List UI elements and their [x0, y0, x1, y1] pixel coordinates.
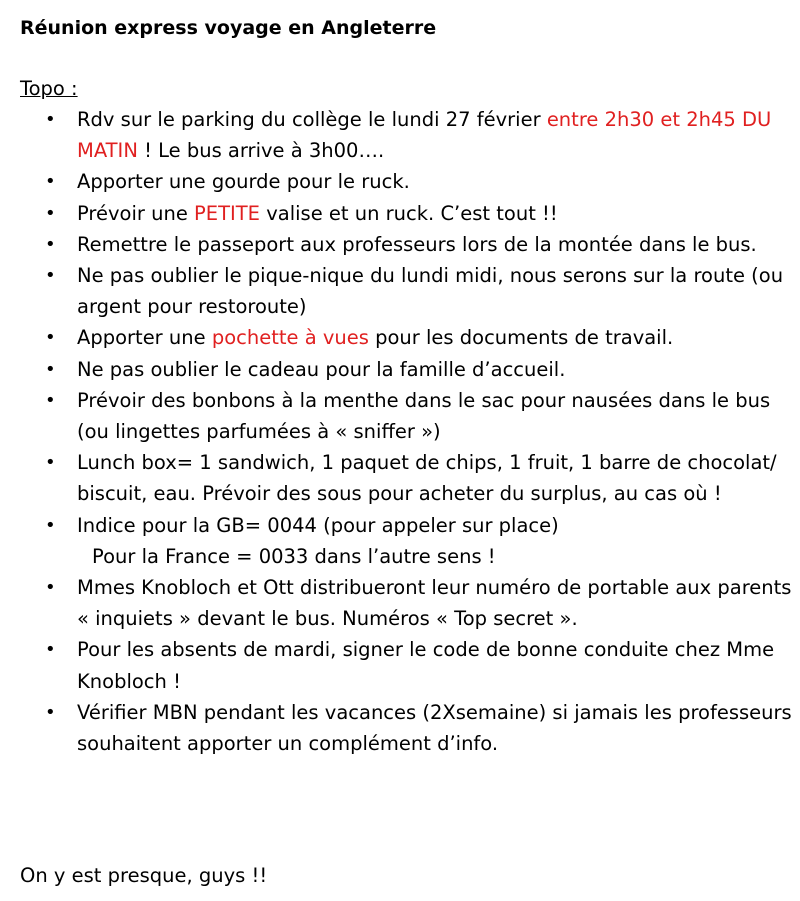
bullet-icon: •	[45, 202, 56, 224]
item-text: Apporter une gourde pour le ruck.	[77, 170, 410, 194]
list-item	[20, 198, 795, 229]
item-text: valise et un ruck. C’est tout !!	[260, 201, 558, 225]
item-text: Indice pour la GB= 0044 (pour appeler sur place)	[77, 513, 559, 537]
item-text: ! Le bus arrive à 3h00….	[137, 139, 385, 163]
list-item	[20, 104, 795, 166]
highlighted-text: PETITE	[194, 201, 261, 225]
list-item	[20, 634, 795, 696]
item-text: pour les documents de travail.	[368, 326, 674, 350]
item-text: Prévoir des bonbons à la menthe dans le sac pour nausées dans le bus (ou lingettes parfumées à « sniffer »)	[77, 388, 771, 444]
bullet-icon: •	[45, 577, 56, 599]
bullet-list	[20, 104, 795, 759]
item-text: Vérifier MBN pendant les vacances (2Xsemaine) si jamais les professeurs souhaitent apporter un complément d’info.	[77, 700, 792, 756]
closing-line: On y est presque, guys !!	[20, 864, 268, 887]
list-item	[20, 354, 795, 385]
bullet-icon: •	[45, 514, 56, 536]
item-text: Apporter une	[77, 326, 212, 350]
bullet-icon: •	[45, 265, 56, 287]
item-text: Prévoir une	[77, 201, 195, 225]
document-title: Réunion express voyage en Angleterre	[20, 17, 437, 39]
list-item	[20, 572, 795, 634]
list-item	[20, 229, 795, 260]
section-heading: Topo :	[20, 77, 78, 100]
list-item	[20, 697, 795, 759]
bullet-icon: •	[45, 389, 56, 411]
bullet-icon: •	[45, 233, 56, 255]
item-text: Mmes Knobloch et Ott distribueront leur numéro de portable aux parents « inquiets » devant le bus. Numéros « Top secret ».	[77, 576, 792, 631]
list-item	[20, 260, 795, 322]
item-text: Rdv sur le parking du collège le lundi 27 février	[77, 108, 547, 131]
list-item	[20, 510, 795, 572]
item-text: Lunch box= 1 sandwich, 1 paquet de chips, 1 fruit, 1 barre de chocolat/ biscuit, eau. Prévoir des sous pour acheter du surplus, au cas où !	[77, 451, 777, 506]
bullet-icon: •	[45, 171, 56, 193]
spacer	[20, 42, 795, 75]
item-text: Remettre le passeport aux professeurs lors de la montée dans le bus.	[77, 232, 757, 256]
bullet-icon: •	[45, 358, 56, 380]
item-subline: Pour la France = 0033 dans l’autre sens !	[92, 544, 496, 568]
highlighted-text: entre 2h30 et 2h45 DU MATIN	[77, 108, 772, 163]
document	[20, 14, 795, 759]
bullet-icon: •	[45, 109, 56, 130]
bullet-icon: •	[45, 701, 56, 723]
list-item	[20, 322, 795, 353]
item-text: Ne pas oublier le pique-nique du lundi midi, nous serons sur la route (ou argent pour restoroute)	[77, 264, 784, 319]
list-item	[20, 385, 795, 447]
list-item	[20, 166, 795, 197]
item-text: Pour les absents de mardi, signer le code de bonne conduite chez Mme Knobloch !	[77, 638, 775, 693]
bullet-icon: •	[45, 639, 56, 661]
list-item	[20, 447, 795, 509]
bullet-icon: •	[45, 327, 56, 349]
bullet-icon: •	[45, 452, 56, 474]
highlighted-text: pochette à vues	[211, 326, 369, 350]
item-text: Ne pas oublier le cadeau pour la famille d’accueil.	[77, 357, 566, 381]
